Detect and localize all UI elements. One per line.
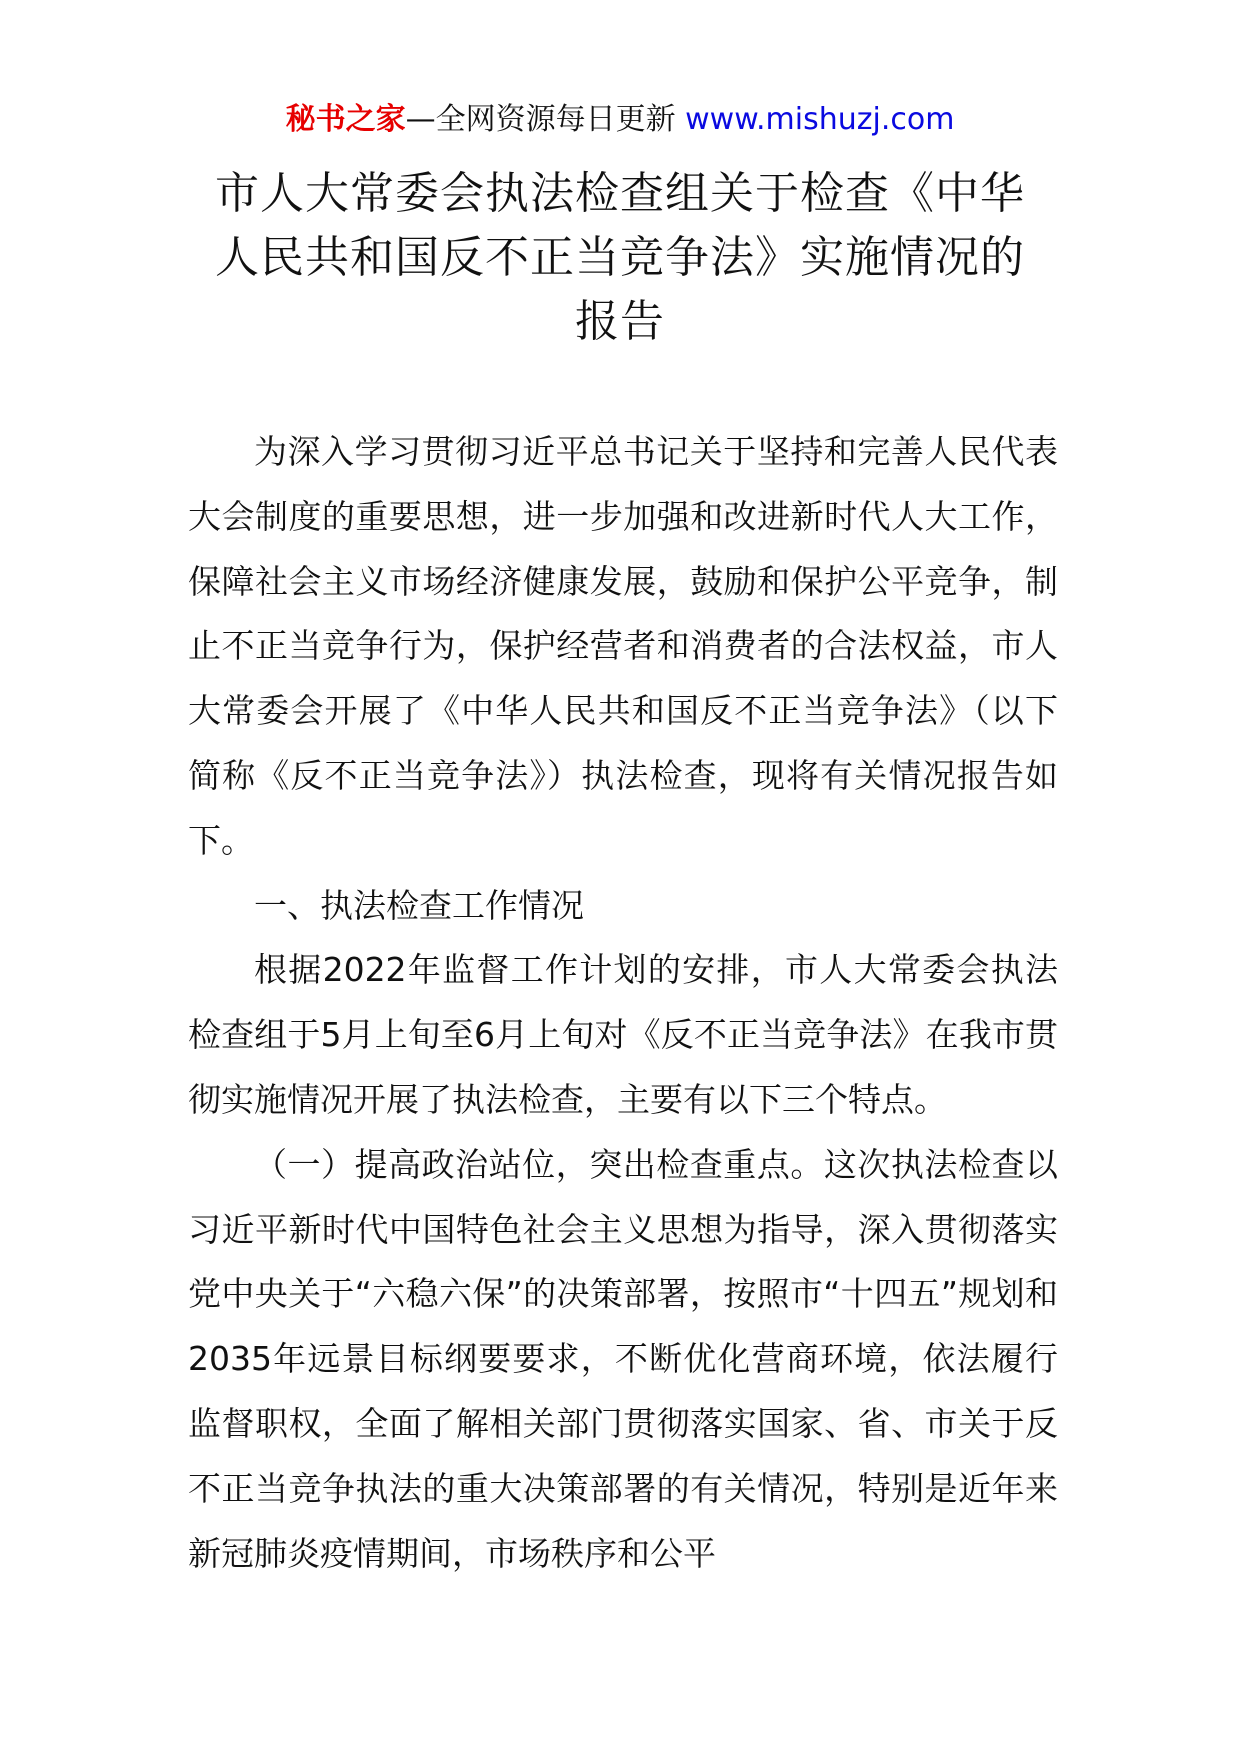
- header-tagline: —全网资源每日更新: [405, 102, 676, 137]
- body-paragraph: 根据2022年监督工作计划的安排，市人大常委会执法检查组于5月上旬至6月上旬对《反不正当竞争法》在我市贯彻实施情况开展了执法检查，主要有以下三个特点。: [188, 950, 1058, 1119]
- title-line: 市人大常委会执法检查组关于检查《中华: [215, 168, 1025, 219]
- document-body: [188, 420, 1058, 1586]
- body-paragraph: 为深入学习贯彻习近平总书记关于坚持和完善人民代表大会制度的重要思想，进一步加强和改进新时代人大工作，保障社会主义市场经济健康发展，鼓励和保护公平竞争，制止不正当竞争行为，保护经营者和消费者的合法权益，市人大常委会开展了《中华人民共和国反不正当竞争法》（以下简称《反不正当竞争法》）执法检查，现将有关情况报告如下。: [188, 432, 1058, 860]
- section-heading: 一、执法检查工作情况: [254, 885, 584, 925]
- brand-name: 秘书之家: [285, 102, 406, 137]
- body-paragraph: （一）提高政治站位，突出检查重点。这次执法检查以习近平新时代中国特色社会主义思想为指导，深入贯彻落实党中央关于“六稳六保”的决策部署，按照市“十四五”规划和2035年远景目标纲要要求，不断优化营商环境，依法履行监督职权，全面了解相关部门贯彻落实国家、省、市关于反不正当竞争执法的重大决策部署的有关情况，特别是近年来新冠肺炎疫情期间，市场秩序和公平: [188, 1144, 1058, 1573]
- title-line: 报告: [575, 296, 665, 347]
- title-line: 人民共和国反不正当竞争法》实施情况的: [215, 232, 1025, 283]
- site-header: [0, 100, 1240, 140]
- document-title: [0, 162, 1240, 354]
- site-url-link[interactable]: www.mishuzj.com: [685, 102, 955, 137]
